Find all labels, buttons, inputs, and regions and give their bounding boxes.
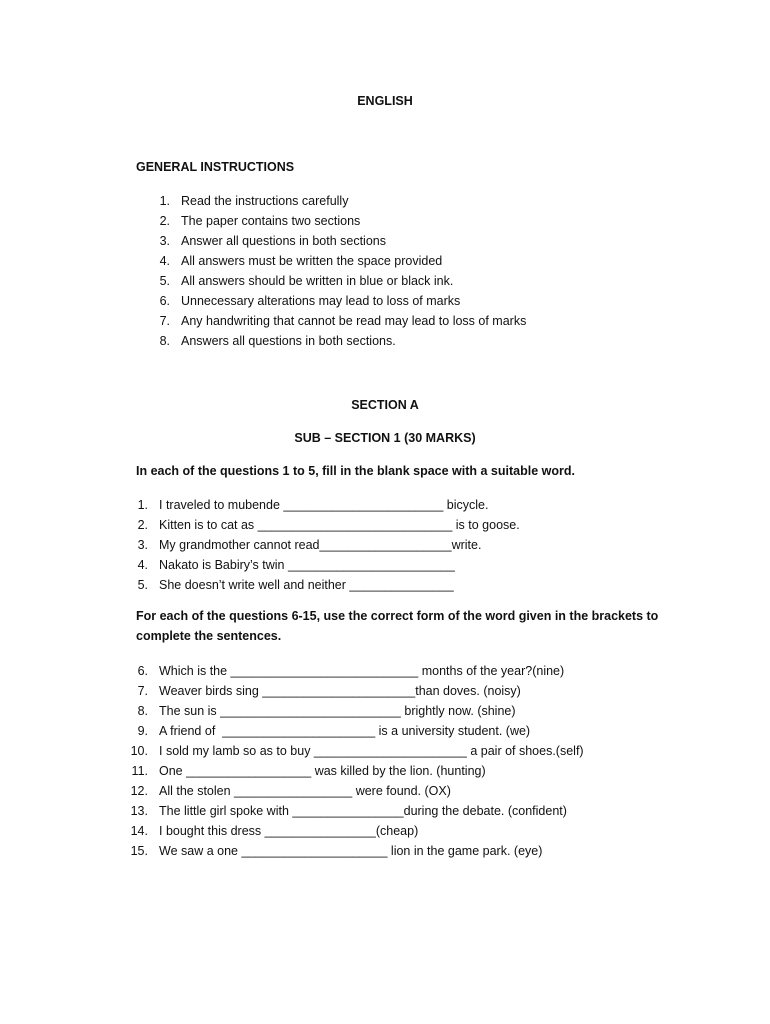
- item-number: 2.: [159, 214, 170, 228]
- item-number: 5.: [159, 274, 170, 288]
- item-text: Any handwriting that cannot be read may lead to loss of marks: [181, 314, 527, 328]
- item-number: 8.: [159, 334, 170, 348]
- list-item: [0, 331, 770, 351]
- question-text: One __________________ was killed by the lion. (hunting): [159, 764, 486, 778]
- question-text: A friend of ______________________ is a university student. (we): [159, 724, 531, 738]
- question-text: All the stolen _________________ were found. (OX): [159, 784, 451, 798]
- question-item: [0, 701, 770, 721]
- instruction-questions-6-15-line2: complete the sentences.: [136, 629, 282, 643]
- list-item: [0, 291, 770, 311]
- question-text: Which is the ___________________________ months of the year?(nine): [159, 664, 565, 678]
- question-number: 13.: [130, 804, 148, 818]
- list-item: [0, 231, 770, 251]
- question-text: The little girl spoke with ________________during the debate. (confident): [159, 804, 567, 818]
- item-text: Answers all questions in both sections.: [181, 334, 396, 348]
- list-item: [0, 251, 770, 271]
- question-item: [0, 781, 770, 801]
- questions-6-15-list: [0, 661, 770, 861]
- question-text: We saw a one _____________________ lion in the game park. (eye): [159, 844, 543, 858]
- question-item: [0, 495, 770, 515]
- item-text: Unnecessary alterations may lead to loss of marks: [181, 294, 461, 308]
- question-text: She doesn’t write well and neither _______________: [159, 578, 454, 592]
- question-item: [0, 661, 770, 681]
- page-title: ENGLISH: [357, 94, 413, 108]
- question-number: 3.: [137, 538, 148, 552]
- list-item: [0, 271, 770, 291]
- question-item: [0, 575, 770, 595]
- question-number: 10.: [130, 744, 148, 758]
- item-text: The paper contains two sections: [181, 214, 361, 228]
- question-number: 1.: [137, 498, 148, 512]
- item-text: All answers should be written in blue or black ink.: [181, 274, 454, 288]
- list-item: [0, 211, 770, 231]
- item-text: Answer all questions in both sections: [181, 234, 386, 248]
- question-number: 4.: [137, 558, 148, 572]
- question-number: 8.: [137, 704, 148, 718]
- question-item: [0, 801, 770, 821]
- item-text: All answers must be written the space provided: [181, 254, 443, 268]
- question-number: 11.: [131, 764, 148, 778]
- item-number: 7.: [159, 314, 170, 328]
- question-item: [0, 555, 770, 575]
- question-text: My grandmother cannot read___________________write.: [159, 538, 482, 552]
- list-item: [0, 311, 770, 331]
- general-instructions-heading: GENERAL INSTRUCTIONS: [136, 160, 295, 174]
- question-number: 14.: [130, 824, 148, 838]
- instruction-questions-1-5: In each of the questions 1 to 5, fill in the blank space with a suitable word.: [136, 464, 575, 478]
- question-item: [0, 681, 770, 701]
- question-text: The sun is __________________________ brightly now. (shine): [159, 704, 516, 718]
- sub-section-heading: SUB – SECTION 1 (30 MARKS): [294, 431, 476, 445]
- question-number: 15.: [130, 844, 148, 858]
- item-number: 4.: [159, 254, 170, 268]
- question-item: [0, 515, 770, 535]
- item-text: Read the instructions carefully: [181, 194, 349, 208]
- list-item: [0, 191, 770, 211]
- question-item: [0, 761, 770, 781]
- item-number: 1.: [159, 194, 170, 208]
- item-number: 3.: [159, 234, 170, 248]
- question-number: 7.: [137, 684, 148, 698]
- question-item: [0, 535, 770, 555]
- question-number: 2.: [137, 518, 148, 532]
- question-item: [0, 721, 770, 741]
- question-item: [0, 741, 770, 761]
- question-number: 12.: [130, 784, 148, 798]
- question-item: [0, 841, 770, 861]
- item-number: 6.: [159, 294, 170, 308]
- section-a-heading: SECTION A: [351, 398, 419, 412]
- question-text: Kitten is to cat as ____________________________ is to goose.: [159, 518, 520, 532]
- question-text: Nakato is Babiry’s twin ________________________: [159, 558, 455, 572]
- question-text: I traveled to mubende _______________________ bicycle.: [159, 498, 489, 512]
- question-number: 9.: [137, 724, 148, 738]
- question-number: 6.: [137, 664, 148, 678]
- instruction-questions-6-15-line1: For each of the questions 6-15, use the correct form of the word given in the brackets to: [136, 609, 659, 623]
- question-text: I bought this dress ________________(cheap): [159, 824, 419, 838]
- question-text: I sold my lamb so as to buy ______________________ a pair of shoes.(self): [159, 744, 584, 758]
- questions-1-5-list: [0, 495, 770, 595]
- question-number: 5.: [137, 578, 148, 592]
- question-text: Weaver birds sing ______________________than doves. (noisy): [159, 684, 521, 698]
- question-item: [0, 821, 770, 841]
- general-instructions-list: [0, 191, 770, 351]
